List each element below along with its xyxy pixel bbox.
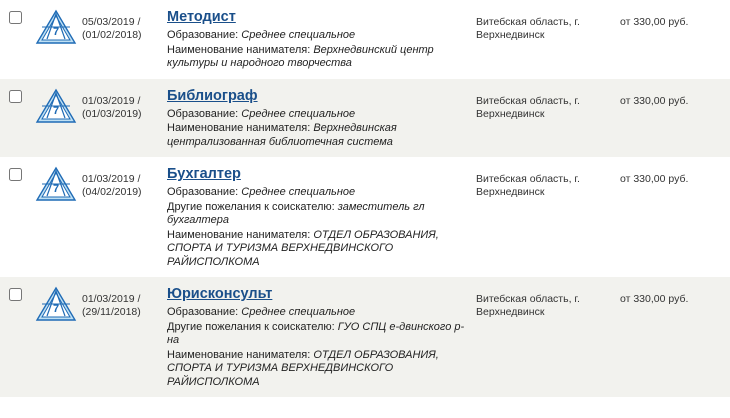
vacancy-field <box>167 122 468 149</box>
vacancy-field-label: Другие пожелания к соискателю: <box>167 320 338 333</box>
vacancy-field <box>167 108 468 122</box>
vacancy-region: Витебская область, г. Верхнедвинск <box>476 173 580 198</box>
vacancy-region: Витебская область, г. Верхнедвинск <box>476 94 580 120</box>
vacancy-title-link[interactable]: Библиограф <box>167 87 258 104</box>
vacancy-field-list <box>167 29 468 71</box>
vacancy-field-value: заместитель гл бухгалтера <box>167 200 425 226</box>
vacancy-field-label: Другие пожелания к соискателю: <box>167 200 338 213</box>
company-logo-icon <box>35 88 77 124</box>
company-logo-cell <box>30 87 82 124</box>
vacancy-region: Витебская область, г. Верхнедвинск <box>476 16 580 41</box>
vacancy-field <box>167 44 468 71</box>
vacancy-field-label: Образование: <box>167 306 242 318</box>
table-row[interactable] <box>0 277 730 397</box>
row-select-checkbox[interactable] <box>9 90 22 103</box>
vacancy-field-value: Среднее специальное <box>241 306 356 318</box>
vacancy-field <box>167 306 468 320</box>
vacancy-salary: от 330,00 руб. <box>620 293 689 305</box>
vacancy-field-value: Среднее специальное <box>241 186 356 198</box>
vacancy-field-label: Наименование нанимателя: <box>167 122 314 134</box>
vacancy-field-value: Верхнедвинский центр культуры и народного творчества <box>167 43 434 69</box>
vacancy-dates: 01/03/2019 / (29/11/2018) <box>82 293 141 318</box>
vacancy-field-label: Образование: <box>167 186 242 198</box>
row-select-cell <box>0 165 30 181</box>
row-select-cell <box>0 8 30 24</box>
vacancy-field <box>167 321 468 348</box>
vacancy-field <box>167 29 468 43</box>
vacancy-field-value: Среднее специальное <box>241 29 356 41</box>
svg-text:7: 7 <box>52 303 60 315</box>
vacancy-field-value: ГУО СПЦ е-двинского р-на <box>167 320 465 346</box>
svg-text:7: 7 <box>52 104 60 117</box>
vacancy-field-value: Среднее специальное <box>241 107 356 120</box>
vacancy-field <box>167 349 468 390</box>
vacancy-field-label: Образование: <box>167 107 242 120</box>
row-select-cell <box>0 285 30 301</box>
vacancy-details <box>167 165 476 269</box>
vacancy-details <box>167 285 476 389</box>
company-logo-cell <box>30 165 82 202</box>
vacancy-field <box>167 186 468 200</box>
vacancy-region: Витебская область, г. Верхнедвинск <box>476 293 580 318</box>
row-select-checkbox[interactable] <box>9 168 22 181</box>
vacancy-field-label: Образование: <box>167 29 242 41</box>
row-select-checkbox[interactable] <box>9 11 22 24</box>
vacancy-dates: 01/03/2019 / (01/03/2019) <box>82 94 142 120</box>
vacancy-field-list <box>167 186 468 269</box>
vacancy-field-list <box>167 306 468 389</box>
svg-text:7: 7 <box>52 183 60 195</box>
vacancy-field-label: Наименование нанимателя: <box>167 348 314 361</box>
vacancy-salary: от 330,00 руб. <box>620 94 689 107</box>
vacancy-field-value: ОТДЕЛ ОБРАЗОВАНИЯ, СПОРТА И ТУРИЗМА ВЕРХНЕДВИНСКОГО РАЙИСПОЛКОМА <box>167 228 439 268</box>
vacancy-field <box>167 201 468 228</box>
company-logo-cell <box>30 285 82 322</box>
table-row[interactable] <box>0 0 730 79</box>
vacancy-field-label: Наименование нанимателя: <box>167 43 314 56</box>
vacancy-title-link[interactable]: Методист <box>167 9 236 25</box>
vacancy-field-value: ОТДЕЛ ОБРАЗОВАНИЯ, СПОРТА И ТУРИЗМА ВЕРХНЕДВИНСКОГО РАЙИСПОЛКОМА <box>167 348 439 388</box>
vacancy-salary: от 330,00 руб. <box>620 173 689 185</box>
company-logo-cell <box>30 8 82 45</box>
vacancy-dates: 05/03/2019 / (01/02/2018) <box>82 16 142 41</box>
company-logo-icon <box>35 9 77 45</box>
vacancy-details <box>167 8 476 71</box>
vacancy-title-link[interactable]: Бухгалтер <box>167 166 241 182</box>
table-row[interactable] <box>0 157 730 277</box>
vacancy-dates: 01/03/2019 / (04/02/2019) <box>82 173 142 198</box>
row-select-checkbox[interactable] <box>9 288 22 301</box>
vacancy-details <box>167 87 476 150</box>
vacancy-field <box>167 229 468 270</box>
company-logo-icon <box>35 286 77 322</box>
company-logo-icon <box>35 166 77 202</box>
vacancy-field-value: Верхнедвинская централизованная библиотечная система <box>167 122 397 148</box>
vacancy-title-link[interactable]: Юрисконсульт <box>167 286 273 302</box>
row-select-cell <box>0 87 30 103</box>
vacancy-field-label: Наименование нанимателя: <box>167 228 314 241</box>
svg-text:7: 7 <box>52 26 60 38</box>
table-row[interactable] <box>0 79 730 158</box>
vacancy-salary: от 330,00 руб. <box>620 16 689 28</box>
vacancy-field-list <box>167 108 468 150</box>
